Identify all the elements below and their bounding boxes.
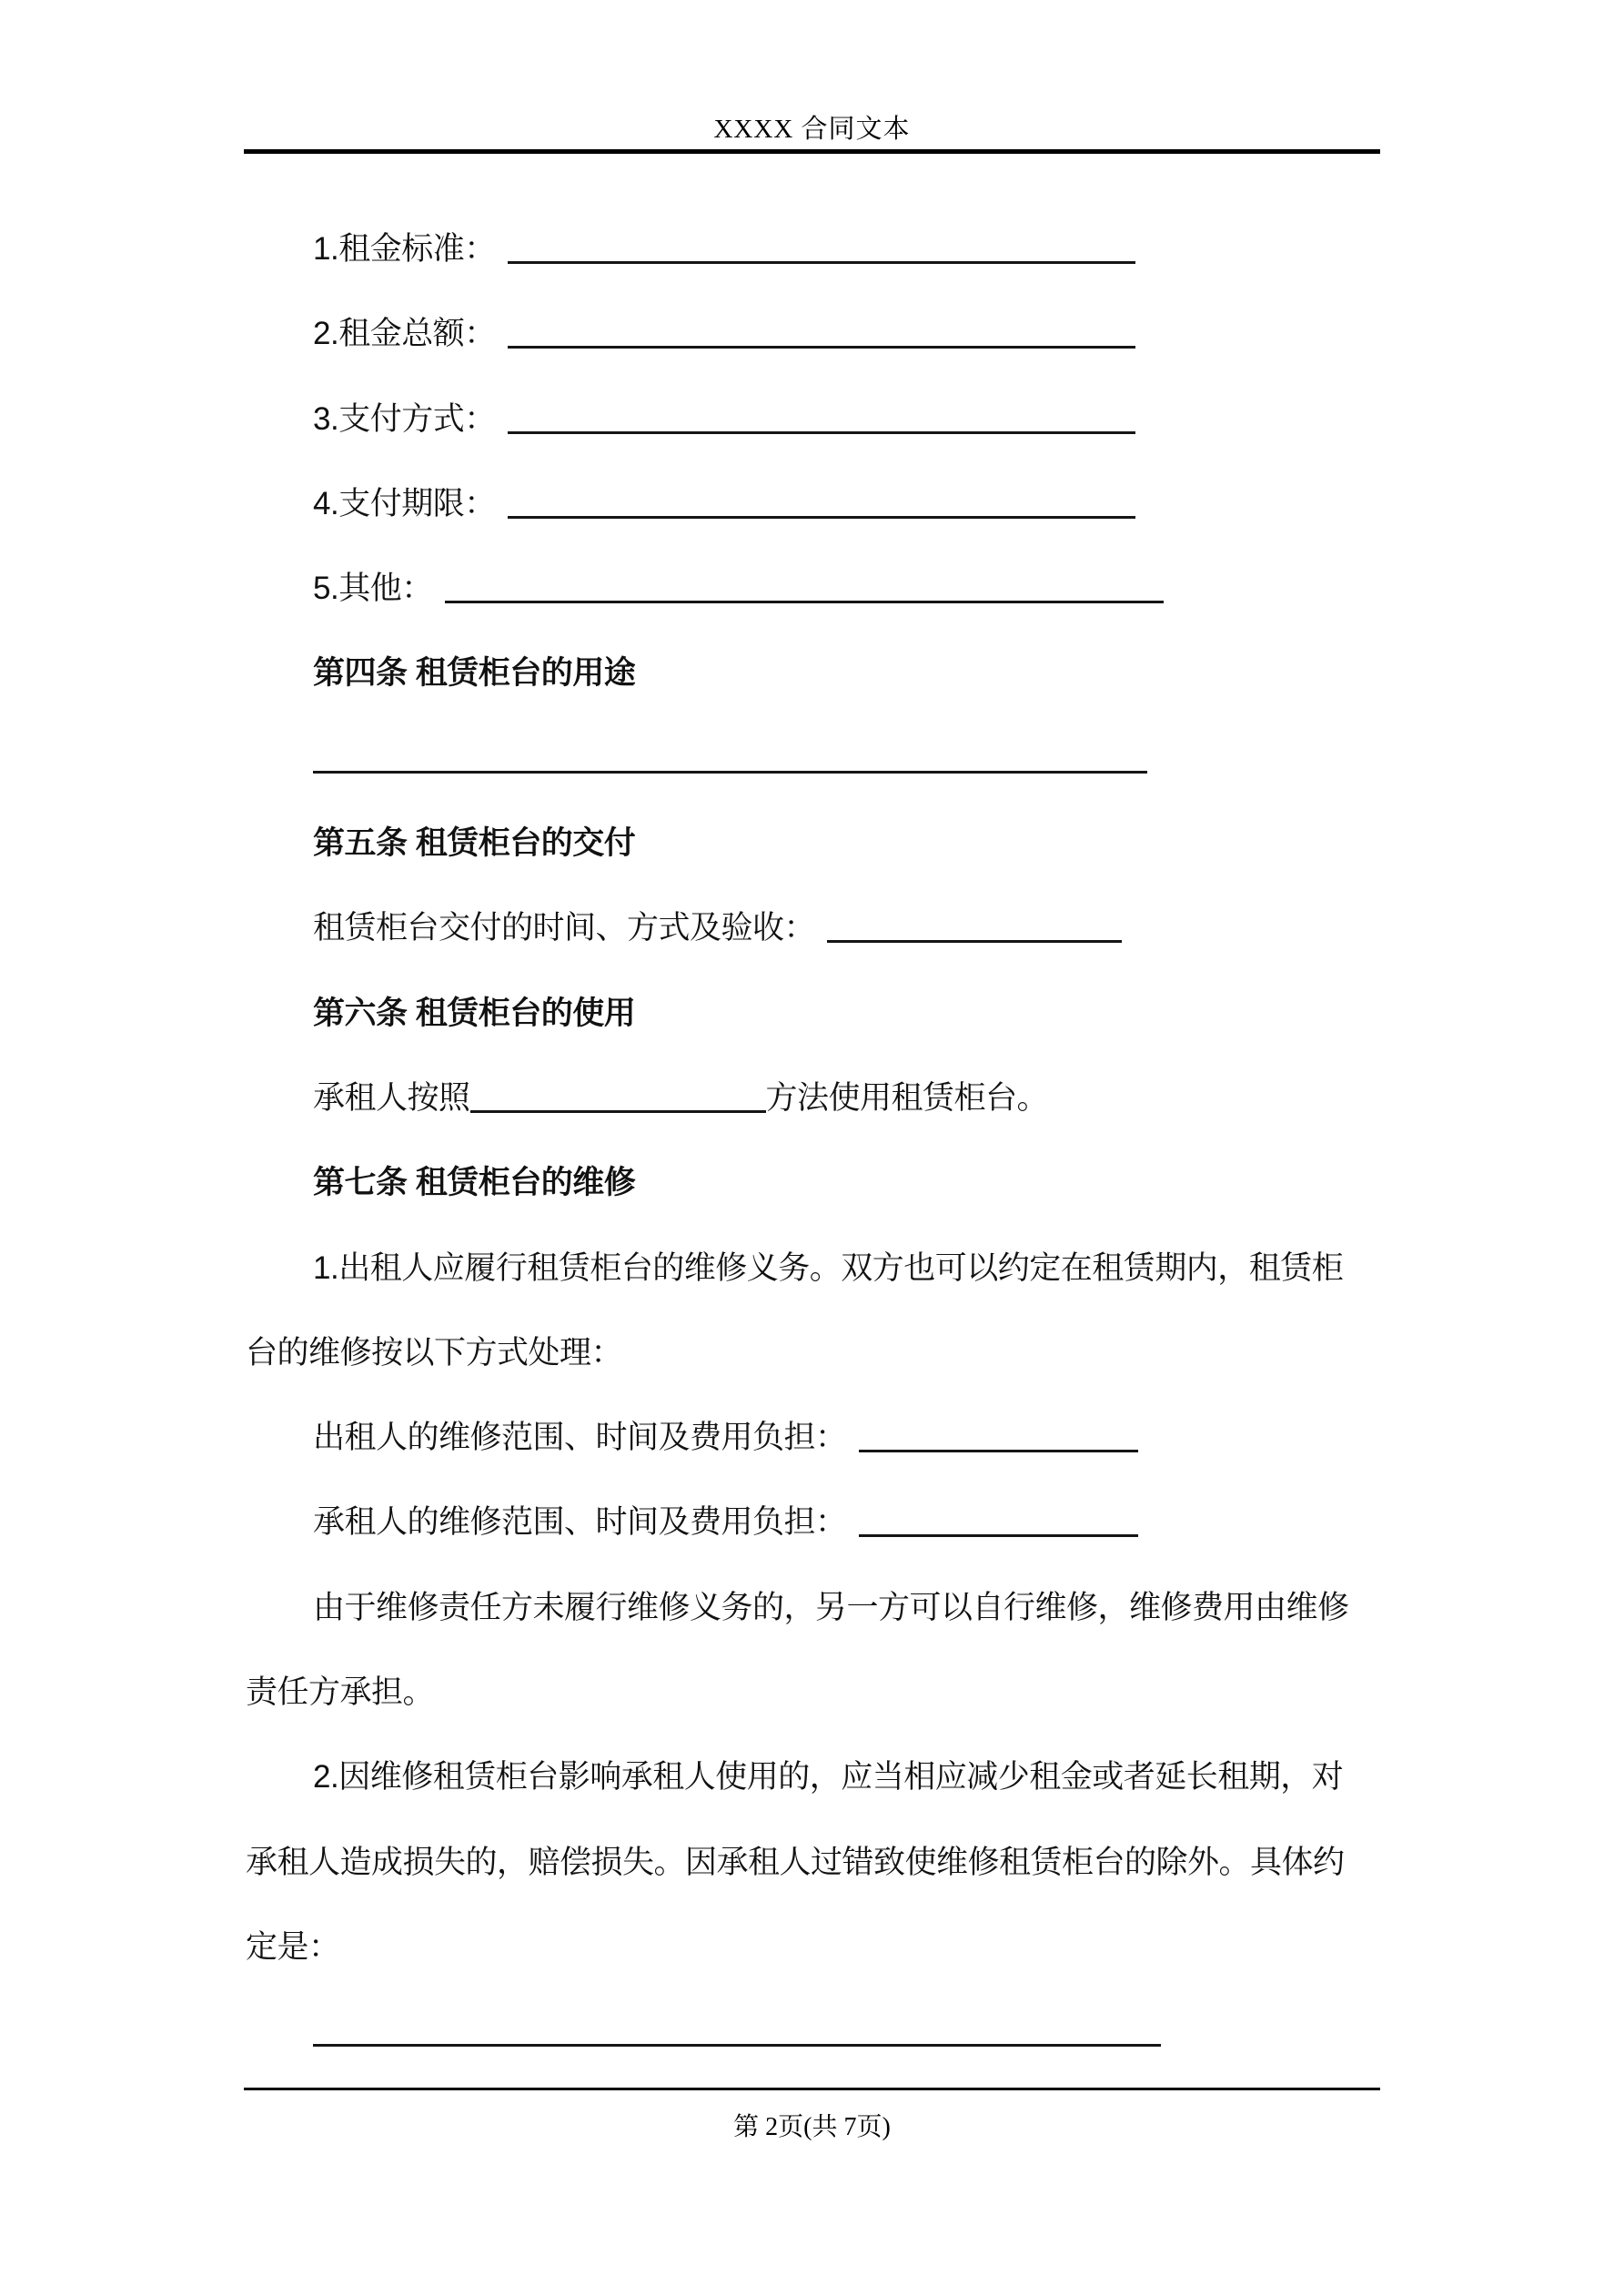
contract-body [246, 207, 1378, 2075]
contract-line [246, 291, 1378, 376]
contract-line [246, 207, 1378, 291]
text-run: 承租人造成损失的，赔偿损失。因承租人过错致使维修租赁柜台的除外。具体约 [246, 1844, 1345, 1880]
text-run: 责任方承担。 [246, 1674, 435, 1711]
contract-line [246, 546, 1378, 631]
contract-line [246, 461, 1378, 546]
contract-line [246, 1395, 1378, 1480]
contract-line [246, 1650, 1378, 1735]
header-divider [244, 149, 1380, 154]
text-run: 第六条 租赁柜台的使用 [313, 995, 636, 1031]
text-run: 第五条 租赁柜台的交付 [313, 825, 636, 862]
page-header-title: XXXX 合同文本 [713, 115, 911, 144]
section-heading [246, 1140, 1378, 1225]
contract-line [246, 1480, 1378, 1564]
blank-line-row [246, 716, 1378, 801]
contract-line [246, 377, 1378, 461]
text-run: 方法使用租赁柜台。 [765, 1079, 1049, 1116]
text-run: 2.租金总额： [313, 316, 496, 352]
text-run: 第四条 租赁柜台的用途 [313, 655, 636, 692]
footer-divider [244, 2088, 1380, 2090]
blank-field [859, 1534, 1138, 1537]
contract-line [246, 1056, 1378, 1140]
text-run: 1.出租人应履行租赁柜台的维修义务。双方也可以约定在租赁期内，租赁柜 [313, 1249, 1344, 1286]
blank-field [859, 1450, 1138, 1452]
contract-line [246, 1226, 1378, 1310]
text-run: 2.因维修租赁柜台影响承租人使用的，应当相应减少租金或者延长租期，对 [313, 1759, 1344, 1795]
blank-line-row [246, 1989, 1378, 2074]
text-run: 3.支付方式： [313, 400, 496, 437]
blank-field [508, 516, 1135, 519]
text-run: 由于维修责任方未履行维修义务的，另一方可以自行维修，维修费用由维修 [313, 1589, 1349, 1625]
text-run: 租赁柜台交付的时间、方式及验收： [313, 910, 816, 946]
section-heading [246, 971, 1378, 1056]
blank-field [313, 771, 1147, 774]
text-run: 5.其他： [313, 571, 433, 607]
contract-line [246, 885, 1378, 970]
section-heading [246, 801, 1378, 885]
blank-field [508, 346, 1135, 349]
contract-line [246, 1820, 1378, 1905]
text-run: 出租人的维修范围、时间及费用负担： [313, 1420, 847, 1456]
contract-line [246, 1735, 1378, 1819]
blank-field [470, 1110, 766, 1113]
text-run: 承租人的维修范围、时间及费用负担： [313, 1504, 847, 1541]
footer-page-number: 第 2页(共 7页) [733, 2113, 891, 2141]
text-run: 承租人按照 [313, 1079, 470, 1116]
contract-line [246, 1565, 1378, 1650]
blank-field [827, 940, 1122, 943]
section-heading [246, 631, 1378, 715]
blank-field [508, 431, 1135, 434]
contract-line [246, 1905, 1378, 1989]
text-run: 定是： [246, 1928, 340, 1965]
text-run: 第七条 租赁柜台的维修 [313, 1165, 636, 1201]
text-run: 1.租金标准： [313, 231, 496, 267]
blank-field [313, 2044, 1161, 2047]
blank-field [508, 261, 1135, 264]
contract-line [246, 1310, 1378, 1395]
text-run: 4.支付期限： [313, 485, 496, 521]
text-run: 台的维修按以下方式处理： [246, 1334, 623, 1371]
blank-field [445, 601, 1164, 603]
